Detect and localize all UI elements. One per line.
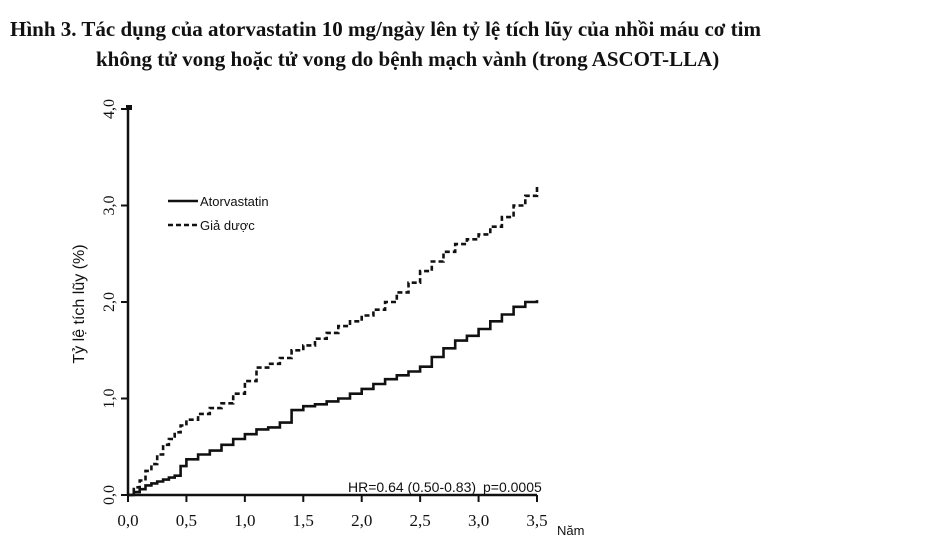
- hr-annotation: HR=0.64 (0.50-0.83): [348, 479, 477, 495]
- x-axis-label: Năm: [557, 523, 585, 538]
- x-tick-label: 2,0: [351, 511, 373, 530]
- x-tick-label: 0,5: [175, 511, 198, 530]
- legend: [168, 194, 269, 233]
- figure-title-line-2: không tử vong hoặc tử vong do bệnh mạch vành (trong ASCOT-LLA): [96, 47, 720, 71]
- x-tick-label: 2,5: [409, 511, 431, 530]
- x-tick-label: 0,0: [117, 511, 139, 530]
- legend-label: Giả dược: [200, 218, 255, 233]
- p-value-annotation: p=0.0005: [483, 479, 542, 495]
- y-tick-label: 0,0: [101, 485, 118, 505]
- series-line-2: [128, 184, 537, 495]
- y-tick-label: 4,0: [101, 99, 118, 119]
- series-layer: [128, 184, 537, 495]
- annotations: [348, 479, 542, 495]
- figure-title-line-1: Hình 3. Tác dụng của atorvastatin 10 mg/ngày lên tỷ lệ tích lũy của nhồi máu cơ tim: [10, 17, 761, 41]
- x-tick-label: 1,0: [234, 511, 256, 530]
- series-line-1: [128, 300, 537, 495]
- x-tick-label: 1,5: [292, 511, 314, 530]
- x-tick-label: 3,0: [467, 511, 490, 530]
- x-tick-label: 3,5: [526, 511, 548, 530]
- y-tick-label: 3,0: [101, 195, 118, 216]
- legend-label: Atorvastatin: [200, 194, 269, 209]
- y-tick-label: 2,0: [101, 292, 118, 312]
- y-axis-label: Tỷ lệ tích lũy (%): [71, 244, 88, 364]
- y-tick-label: 1,0: [101, 388, 118, 409]
